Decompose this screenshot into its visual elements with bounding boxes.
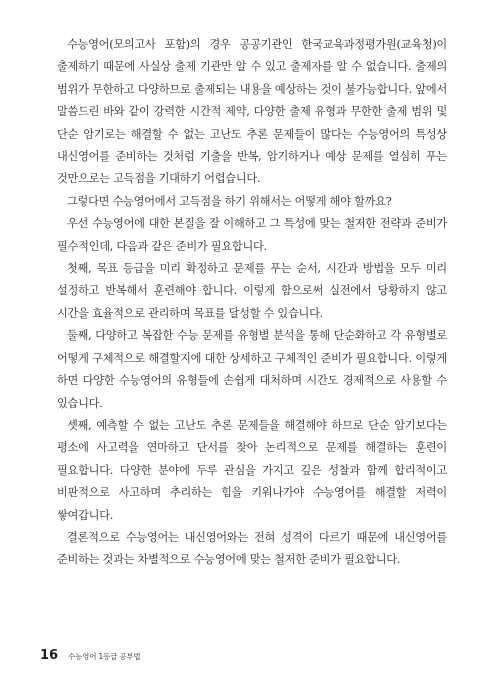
paragraph-exam-characteristics: 수능영어(모의고사 포함)의 경우 공공기관인 한국교육과정평가원(교육청)이 출제하기 때문에 사실상 출제 기관만 알 수 있고 출제자를 알 수 없습니다. 출제의 범위가 무한하고 다양하므로 출제되는 내용을 예상하는 것이 불가능합니다. 앞에서 말씀드린 바와 같이 강력한 시간적 제약, 다양한 출제 유형과 무한한 출제 범위 및 단순 암기로는 해결할 수 없는 고난도 추론 문제들이 많다는 수능영어의 특성상 내신영어를 준비하는 것처럼 기출을 반복, 암기하거나 예상 문제를 열심히 푸는 것만으로는 고득점을 기대하기 어렵습니다.	[57, 38, 447, 186]
paragraph-third-point: 셋째, 예측할 수 없는 고난도 추론 문제들을 해결해야 하므로 단순 암기보다는 평소에 사고력을 연마하고 단서를 찾아 논리적으로 문제를 해결하는 훈련이 필요합니다. 다양한 분야에 두루 관심을 가지고 깊은 성찰과 함께 합리적이고 비판적으로 사고하며 추리하는 힘을 키워나가야 수능영어를 해결할 저력이 쌓여갑니다.	[57, 418, 447, 522]
page-footer	[40, 648, 140, 663]
body-text	[57, 34, 447, 572]
paragraph-second-point: 둘째, 다양하고 복잡한 수능 문제를 유형별 분석을 통해 단순화하고 각 유형별로 어떻게 구체적으로 해결할지에 대한 상세하고 구체적인 준비가 필요합니다. 이렇게 하면 다양한 수능영어의 유형들에 손쉽게 대처하며 시간도 경제적으로 사용할 수 있습니다.	[57, 329, 447, 410]
running-title: 수능영어 1등급 공부법	[68, 652, 141, 661]
paragraph-first-point: 첫째, 목표 등급을 미리 확정하고 문제를 푸는 순서, 시간과 방법을 모두 미리 설정하고 반복해서 훈련해야 합니다. 이렇게 함으로써 실전에서 당황하지 않고 시간을 효율적으로 관리하며 목표를 달성할 수 있습니다.	[57, 262, 447, 320]
paragraph-strategy-intro: 우선 수능영어에 대한 본질을 잘 이해하고 그 특성에 맞는 철저한 전략과 준비가 필수적인데, 다음과 같은 준비가 필요합니다.	[57, 217, 447, 253]
paragraph-conclusion: 결론적으로 수능영어는 내신영어와는 전혀 성격이 다르기 때문에 내신영어를 준비하는 것과는 차별적으로 수능영어에 맞는 철저한 준비가 필요합니다.	[57, 530, 447, 567]
paragraph-question: 그렇다면 수능영어에서 고득점을 하기 위해서는 어떻게 해야 할까요?	[67, 194, 392, 208]
page-number: 16	[40, 648, 59, 663]
